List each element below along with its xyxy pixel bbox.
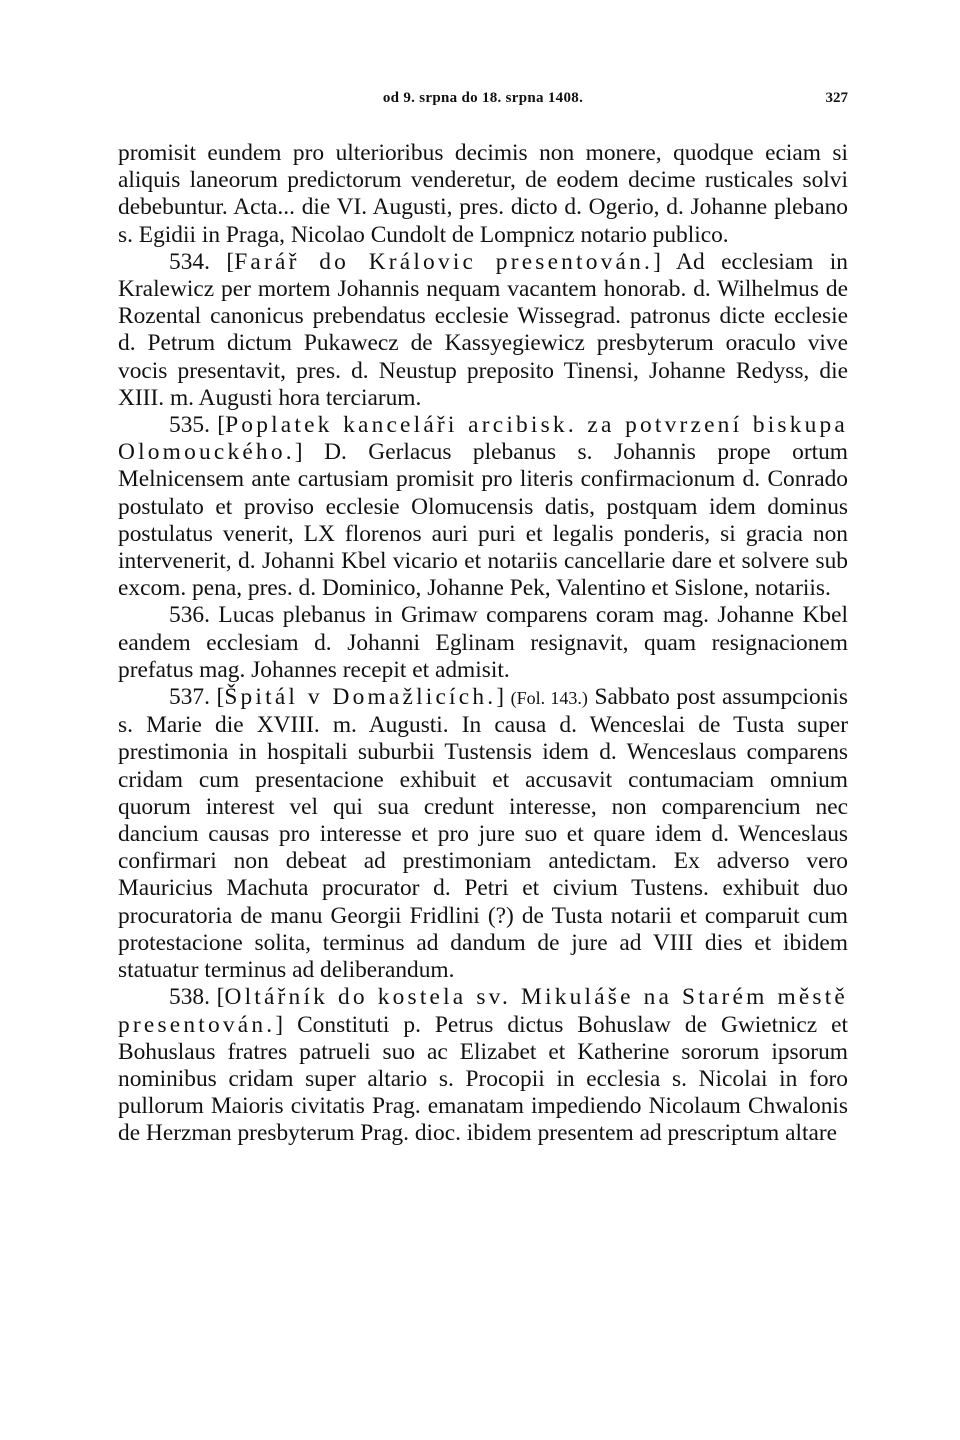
entry-text: 536. Lucas plebanus in Grimaw comparens coram mag. Johanne Kbel eandem ecclesiam d. Johanni Eglinam resignavit, quam resignacionem prefatus mag. Johannes recepit et admisit. <box>118 602 848 683</box>
folio-reference: (Fol. 143.) <box>510 688 588 709</box>
entry-text: ] Constituti p. Petrus dictus Bohuslaw de Gwietnicz et Bohuslaus fratres patrueli suo ac Elizabet et Katherine sororum ipsorum nominibus cridam super altario s. Procopii in ecclesia s. Nicolai in foro pullorum Maioris civitatis Prag. emanatam impediendo Nicolaum Chwalonis de Herzman presbyterum Prag. dioc. ibidem presentem ad prescriptum altare <box>118 1011 848 1147</box>
entry-text: ] <box>496 684 511 711</box>
paragraph-text: promisit eundem pro ulterioribus decimis non monere, quodque eciam si aliquis laneorum predictorum venderetur, de eodem decime rusticales solvi debebuntur. Acta... die VI. Augusti, pres. dicto d. Ogerio, d. Johanne plebano s. Egidii in Praga, Nicolao Cundolt de Lompnicz notario publico. <box>118 140 848 248</box>
entry-text: 535. [ <box>169 412 226 439</box>
entry-heading: Poplatek kanceláři arcibisk. za potvrzení biskupa Olomouckého. <box>118 412 848 466</box>
paragraph-continuation <box>118 140 848 249</box>
entry-heading: Špitál v Domažlicích. <box>224 684 497 711</box>
entry-535 <box>118 412 848 602</box>
entry-text: 537. [ <box>169 684 225 711</box>
entry-heading: Oltářník do kostela sv. Mikuláše na Starém městě presentován. <box>118 984 848 1038</box>
entry-text: 534. [ <box>169 248 235 275</box>
entry-heading: Farář do Královic presentován. <box>234 248 654 275</box>
running-head: od 9. srpna do 18. srpna 1408. <box>382 90 584 106</box>
page-number: 327 <box>825 90 848 106</box>
entry-text: ] D. Gerlacus plebanus s. Johannis prope ortum Melnicensem ante cartusiam promisit pro literis confirmacionum d. Conrado postulato et proviso ecclesie Olomucensis datis, postquam idem dominus postulatus venerit, LX florenos auri puri et legalis ponderis, si gracia non intervenerit, d. Johanni Kbel vicario et notariis cancellarie dare et solvere sub excom. pena, pres. d. Dominico, Johanne Pek, Valentino et Sislone, notariis. <box>118 439 848 602</box>
text-body <box>118 140 848 1148</box>
entry-text: 538. [ <box>169 984 225 1011</box>
entry-534 <box>118 249 848 412</box>
entry-536 <box>118 602 848 684</box>
entry-537 <box>118 684 848 984</box>
page-header <box>118 90 848 116</box>
entry-538 <box>118 984 848 1147</box>
entry-text: ] Ad ecclesiam in Kralewicz per mortem Johannis nequam vacantem honorab. d. Wilhelmus de Rozental canonicus prebendatus ecclesie Wissegrad. patronus dicte ecclesie d. Petrum dictum Pukawecz de Kassyegiewicz presbyterum oraculo vive vocis presentavit, pres. d. Neustup preposito Tinensi, Johanne Redyss, die XIII. m. Augusti hora terciarum. <box>118 248 848 411</box>
entry-text: Sabbato post assumpcionis s. Marie die XVIII. m. Augusti. In causa d. Wenceslai de Tusta super prestimonia in hospitali suburbii Tustensis idem d. Wenceslaus comparens cridam cum presentacione exhibuit et accusavit contumaciam omnium quorum interest vel qui sua credunt interesse, non comparencium nec dancium causas pro interesse et pro jure suo et quare idem d. Wenceslaus confirmari non debeat ad prestimoniam antedictam. Ex adverso vero Mauricius Machuta procurator d. Petri et civium Tustens. exhibuit duo procuratoria de manu Georgii Fridlini (?) de Tusta notarii et comparuit cum protestacione solita, terminus ad dandum de jure ad VIII dies et ibidem statuatur terminus ad deliberandum. <box>118 684 849 984</box>
